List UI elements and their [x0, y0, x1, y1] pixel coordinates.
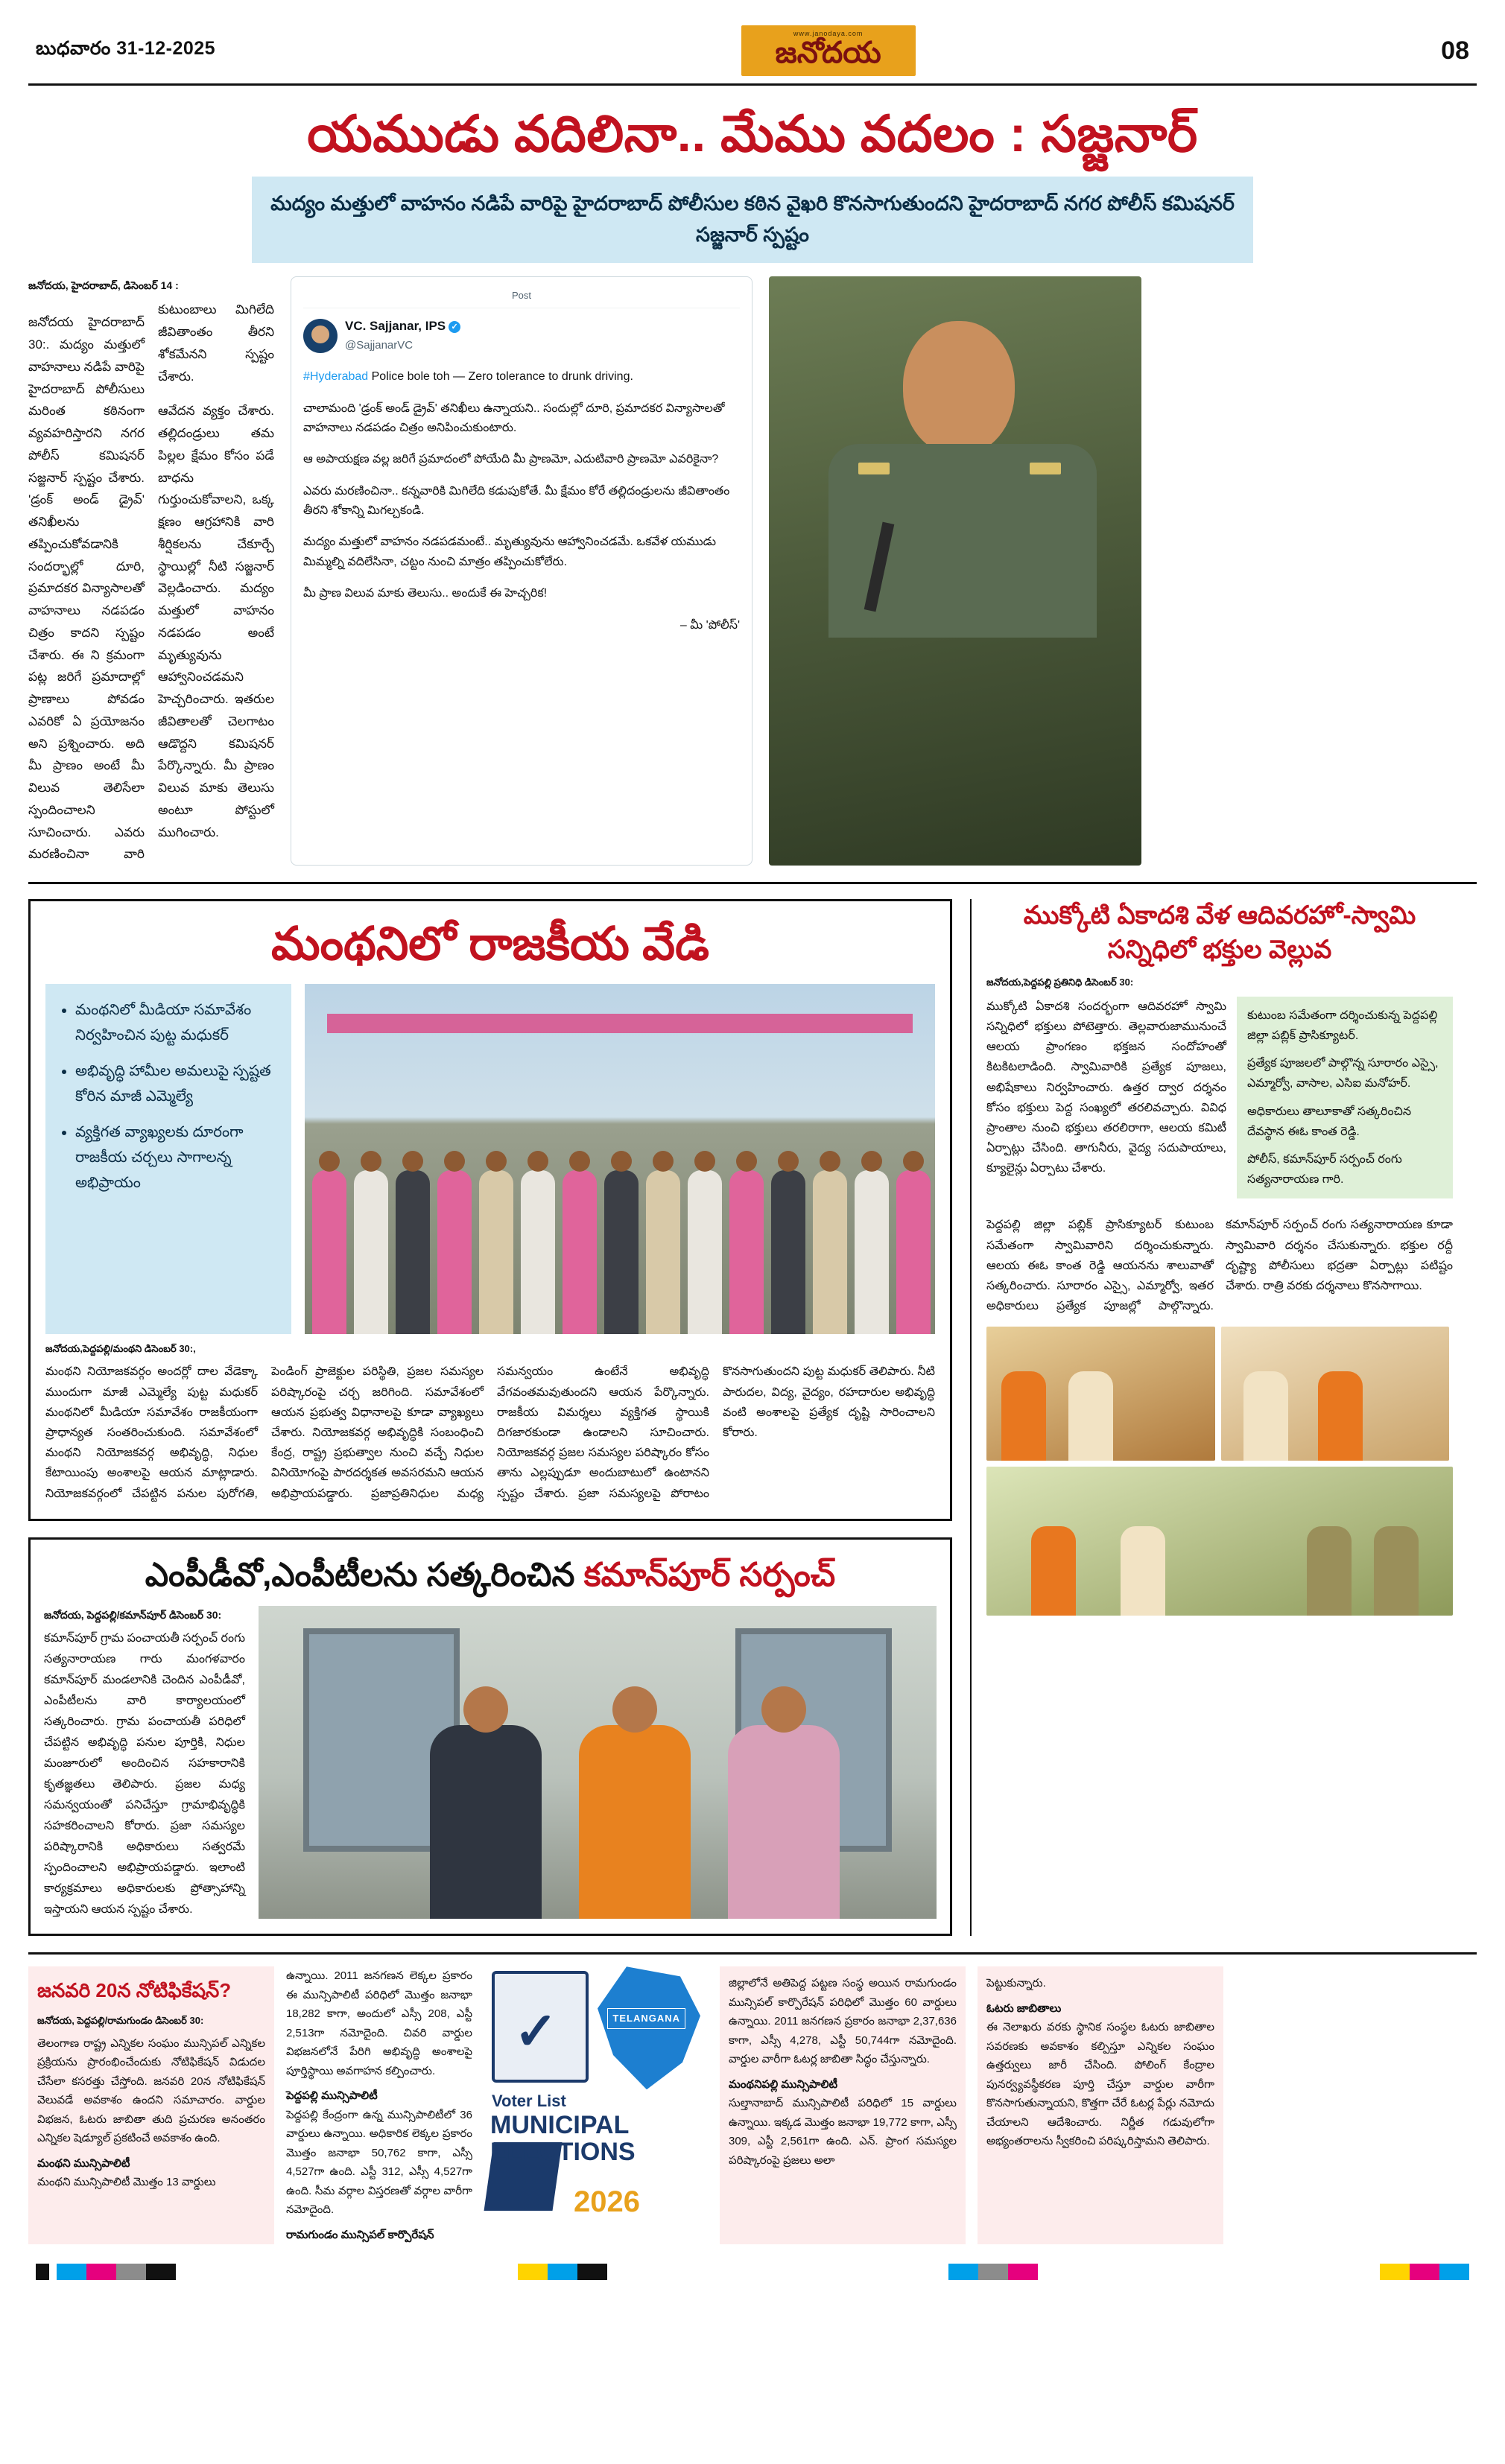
elections-col-5	[978, 1966, 1223, 2244]
photo-person-right	[728, 1725, 840, 1919]
voter-list-label: Voter List	[492, 2092, 566, 2111]
middle-section	[28, 884, 1477, 1936]
color-swatch	[1439, 2264, 1469, 2280]
photo-banner	[327, 1014, 913, 1033]
photo-shoulder-badge-right	[1030, 463, 1061, 474]
elections-headline: జనవరి 20న నోటిఫికేషన్?	[37, 1979, 232, 2002]
newspaper-logo	[741, 25, 916, 76]
elections-body-4: జిల్లాలోనే అతిపెద్ద పట్టణ సంస్థ అయిన రామగుండం మున్సిపల్ కార్పొరేషన్ పరిధిలో మొత్తం 60 వార్డులు ఉన్నాయి. 2011 జనగణన ప్రకారం జనాభా 2,37,636 కాగా, ఎస్సీ 4,278, ఎస్టీ 50,744గా నమోదైంది. వార్డుల వారీగా ఓటర్ల జాబితా సిద్ధం చేస్తున్నారు.	[729, 1977, 957, 2066]
elections-section	[28, 1952, 1477, 2244]
elections-item-4-body: సుల్తానాబాద్ మున్సిపాలిటీ పరిధిలో 15 వార్డులు ఉన్నాయి. ఇక్కడ మొత్తం జనాభా 19,772 కాగా, ఎస్సీ 309, ఎస్టీ 2,561గా ఉంది. ఎన్. ప్రాంగ సమస్యల పరిష్కారంపై ప్రజలు అలా	[729, 2097, 957, 2167]
elections-item-5-title: ఓటరు జాబితాలు	[986, 2001, 1062, 2015]
ekadasi-green-box	[1237, 997, 1453, 1208]
elections-item-2-title: పెద్దపల్లి మున్సిపాలిటీ	[286, 2089, 378, 2103]
color-swatch	[86, 2264, 116, 2280]
mpdo-headline	[44, 1555, 937, 1595]
elections-body-2: ఉన్నాయి. 2011 జనగణన లెక్కల ప్రకారం ఈ మున్సిపాలిటీ పరిధిలో మొత్తం జనాభా 18,282 కాగా, అందులో ఎస్సీ 208, ఎస్టీ 2,513గా నమోదైంది. చివరి వార్డుల విభజనలోనే పేరిగి అభివృద్ధి అంశాలపై పూర్తిస్థాయి అవగాహన కల్పించారు.	[286, 1969, 472, 2077]
color-swatch	[948, 2264, 978, 2280]
photo-face	[903, 321, 1015, 455]
elections-item-5-body: ఈ నెలాఖరు వరకు స్థానిక సంస్థల ఓటరు జాబితాల సవరణకు అవకాశం కల్పిస్తూ ఎన్నికల సంఘం ఉత్తర్వులు జారీ చేసింది. పోలింగ్ కేంద్రాల పునర్వ్యవస్థీకరణ పూర్తి చేస్తూ వార్డుల వారీగా కొనసాగుతున్నాయని, కొత్తగా చేరే ఓటర్ల పేర్లు నమోదు చేయాలని ఆదేశించారు. నిర్ణీత గడువులోగా అభ్యంతరాలను స్వీకరించి పరిష్కరిస్తామని తెలిపారు.	[986, 2021, 1214, 2148]
manthani-body: మంథని నియోజకవర్గం అందర్లో దాల వేడెక్కా ముందుగా మాజీ ఎమ్మెల్యే పుట్ట మధుకర్ మంథనిలో మీడియా సమావేశం రాజకీయంగా ప్రాధాన్యత సంతరించుకుంది. సమావేశంలో మంథని నియోజకవర్గ అభివృద్ధి, నిధుల కేటాయింపు అంశాలపై ఆయన మాట్లాడారు. నియోజకవర్గంలో చేపట్టిన పనుల పురోగతి, పెండింగ్ ప్రాజెక్టుల పరిస్థితి, ప్రజల సమస్యల పరిష్కారంపై చర్చ జరిగింది. సమావేశంలో ఆయన ప్రభుత్వ విధానాలపై కూడా వ్యాఖ్యలు చేశారు. నియోజకవర్గ అభివృద్ధికి సంబంధించి కేంద్ర, రాష్ట్ర ప్రభుత్వాల నుంచి వచ్చే నిధుల వినియోగంపై పారదర్శకత అవసరమని ఆయన అభిప్రాయపడ్డారు. ప్రజాప్రతినిధుల మధ్య సమన్వయం ఉంటేనే అభివృద్ధి వేగవంతమవుతుందని ఆయన పేర్కొన్నారు. రాజకీయ విమర్శలు వ్యక్తిగత స్థాయికి దిగజారకుండా ఉండాలని సూచించారు. నియోజకవర్గ ప్రజల సమస్యల పరిష్కారం కోసం తాను ఎల్లప్పుడూ అందుబాటులో ఉంటానని స్పష్టం చేశారు. ప్రజా సమస్యలపై పోరాటం కొనసాగుతుందని పుట్ట మధుకర్ తెలిపారు. నీటి పారుదల, విద్య, వైద్యం, రహదారుల అభివృద్ధి వంటి అంశాలపై ప్రత్యేక దృష్టి సారించాలని కోరారు.	[45, 1365, 935, 1500]
color-swatch	[146, 2264, 176, 2280]
ekadasi-article	[970, 899, 1453, 1936]
ekadasi-byline: జనోదయ,పెద్దపల్లి ప్రతినిధి డిసెంబర్ 30:	[986, 976, 1134, 988]
manthani-article	[28, 899, 952, 1936]
ekadasi-col-2: పెద్దపల్లి జిల్లా పబ్లిక్ ప్రాసిక్యూటర్ కుటుంబ సమేతంగా స్వామివారిని దర్శించుకున్నారు. ఆలయ ఈఓ కాంత రెడ్డి ఆయనను శాలువాతో సత్కరించారు. సూరారం ఎస్సై, ఎమ్మార్వో, ఇతర అధికారులు ప్రత్యేక పూజల్లో పాల్గొన్నారు. కమాన్‌పూర్ సర్పంచ్ రంగు సత్యనారాయణ కూడా స్వామివారి దర్శనం చేసుకున్నారు. భక్తుల రద్దీ దృష్ట్యా పోలీసులు భద్రతా ఏర్పాట్లు పటిష్టం చేశారు. రాత్రి వరకు దర్శనాలు కొనసాగాయి.	[986, 1219, 1453, 1313]
photo-temple-2	[1221, 1327, 1450, 1461]
elections-item-4-title: మంథనిపల్లి మున్సిపాలిటీ	[729, 2077, 838, 2091]
elections-body-1: తెలంగాణ రాష్ట్ర ఎన్నికల సంఘం మున్సిపల్ ఎన్నికల ప్రక్రియను ప్రారంభించేందుకు నోటిఫికేషన్ విడుదల చేసేలా కసరత్తు చేస్తోంది. జనవరి 20న నోటిఫికేషన్ వెలువడే అవకాశం ఉందని సమాచారం. వార్డుల విభజన, ఓటరు జాబితా తుది ప్రచురణ అనంతరం ఎన్నికల షెడ్యూల్ ప్రకటించే అవకాశం ఉంది.	[37, 2036, 265, 2145]
color-swatch	[116, 2264, 146, 2280]
ekadasi-headline: ముక్కోటి ఏకాదశి వేళ ఆదివరహో-స్వామి సన్నిధిలో భక్తుల వెల్లువ	[1023, 901, 1416, 965]
verified-badge-icon: ✓	[449, 321, 460, 333]
tweet-post-label: Post	[303, 288, 740, 308]
list-item: ప్రత్యేక పూజలలో పాల్గొన్న సూరారం ఎస్సై, ఎమ్మార్వో, వాసాల, ఎసిఐ మనోహర్.	[1247, 1057, 1439, 1090]
mpdo-headline-dark: ఎంపీడీవో,ఎంపీటీలను సత్కరించిన	[145, 1556, 584, 1593]
elections-item-2-body: పెద్దపల్లి కేంద్రంగా ఉన్న మున్సిపాలిటీలో 36 వార్డులు ఉన్నాయి. అధికారిక లెక్కల ప్రకారం మొత్తం జనాభా 50,762 కాగా, ఎస్సీ 4,527గా ఉంది. ఎస్టీ 312, ఎస్సీ 4,527గా ఉంది. సీమ వర్గాల విస్తరణతో వర్గాల వారీగా నమోదైంది.	[286, 2108, 472, 2217]
photo-shoulder-badge-left	[858, 463, 890, 474]
tweet-signature: – మీ 'పోలీస్'	[679, 618, 740, 632]
logo-website: www.janodaya.com	[793, 30, 864, 37]
print-registration-bar	[28, 2264, 1477, 2280]
tweet-headline-en: Police bole toh — Zero tolerance to drunk driving.	[371, 370, 633, 384]
mpdo-article	[28, 1537, 952, 1937]
list-item: కుటుంబ సమేతంగా దర్శించుకున్న పెద్దపల్లి జిల్లా పబ్లిక్ ప్రాసిక్యూటర్.	[1247, 1009, 1438, 1043]
elections-body-5: పెట్టుకున్నారు.	[986, 1977, 1046, 1990]
color-swatch	[577, 2264, 607, 2280]
color-swatch	[978, 2264, 1008, 2280]
elections-col-1	[28, 1966, 274, 2244]
manthani-byline: జనోదయ,పెద్దపల్లి/మంథని డిసెంబర్ 30:,	[45, 1343, 196, 1355]
elections-col-4	[720, 1966, 966, 2244]
color-swatch	[57, 2264, 86, 2280]
logo-name: జనోదయ	[775, 36, 881, 69]
lead-headline: యముడు వదిలినా.. మేము వదలం : సజ్జనార్	[307, 106, 1198, 162]
mpdo-body-text: కమాన్‌పూర్ గ్రామ పంచాయతీ సర్పంచ్ రంగు సత్యనారాయణ గారు మంగళవారం కమాన్‌పూర్ మండలానికి చెందిన ఎంపీడీవో, ఎంపీటీలను వారి కార్యాలయంలో సత్కరించారు. గ్రామ పంచాయతీ పరిధిలో చేపట్టిన అభివృద్ధి పనుల పూర్తికి, నిధుల మంజూరులో అందించిన సహకారానికి కృతజ్ఞతలు తెలిపారు. ప్రజల మధ్య సమన్వయంతో పనిచేస్తూ గ్రామాభివృద్ధికి సహకరించాలని కోరారు. ప్రజా సమస్యల పరిష్కారానికి అధికారులు సత్వరమే స్పందించాలని అభిప్రాయపడ్డారు. ఇలాంటి కార్యక్రమాలు అధికారులకు ప్రోత్సాహాన్ని ఇస్తాయని ఆయన స్పష్టం చేశారు.	[44, 1632, 245, 1917]
tweet-user-row	[303, 316, 740, 355]
tweet-card	[291, 276, 752, 866]
ekadasi-photos	[986, 1327, 1453, 1616]
mpdo-byline: జనోదయ, పెద్దపల్లి/కమాన్‌పూర్ డిసెంబర్ 30:	[44, 1608, 222, 1621]
tweet-p3: ఎవరు మరణించినా.. కన్నవారికి మిగిలేది కడుపుకోతే. మీ క్షేమం కోరే తల్లిదండ్రులను జీవితాంతం తీరని శోకాన్ని మిగల్చకండి.	[303, 484, 730, 518]
color-swatch	[548, 2264, 577, 2280]
elections-item-3-title: రామగుండం మున్సిపల్ కార్పొరేషన్	[286, 2228, 434, 2241]
list-item: అధికారులు తాలూకాతో సత్కరించిన దేవస్థాన ఈఓ కాంత రెడ్డి.	[1247, 1105, 1412, 1138]
tweet-p4: మద్యం మత్తులో వాహనం నడపడమంటే.. మృత్యువును ఆహ్వానించడమే. ఒకవేళ యముడు మిమ్మల్ని వదిలేసినా, చట్టం నుంచి మాత్రం తప్పించుకోలేరు.	[303, 536, 716, 568]
elections-label: ELECTIONS	[490, 2137, 636, 2166]
tweet-user-handle: @SajjanarVC	[345, 339, 414, 352]
avatar	[303, 319, 338, 353]
photo-person-left	[430, 1725, 542, 1919]
list-item: • అభివృద్ధి హామీల అమలుపై స్పష్టత కోరిన మాజీ ఎమ్మెల్యే	[75, 1058, 278, 1109]
list-item: • మంథనిలో మీడియా సమావేశం నిర్వహించిన పుట్ట మధుకర్	[75, 997, 278, 1048]
photo-mpdo-felicitation	[259, 1606, 937, 1919]
manthani-headline: మంథనిలో రాజకీయ వేడి	[270, 918, 710, 971]
ekadasi-col-1: ముక్కోటి ఏకాదశి సందర్భంగా ఆదివరహో స్వామి సన్నిధిలో భక్తులు పోటెత్తారు. తెల్లవారుజామునుంచే ఆలయ ప్రాంగణం భక్తజన సందోహంతో కిటకిటలాడింది. స్వామివారికి ప్రత్యేక పూజలు, అభిషేకాలు నిర్వహించారు. ఉత్తర ద్వార దర్శనం కోసం భక్తులు పెద్ద సంఖ్యలో తరలివచ్చారు. వివిధ ప్రాంతాల నుంచి భక్తులు తరలిరాగా, ఆలయ కమిటీ ఏర్పాట్లు చేసింది. తాగునీరు, వైద్య సదుపాయాలు, క్యూలైన్లు ఏర్పాటు చేశారు.	[986, 1000, 1226, 1175]
manthani-bullets	[45, 984, 291, 1334]
photo-crowd	[305, 1088, 935, 1334]
election-year: 2026	[574, 2185, 640, 2219]
tweet-p5: మీ ప్రాణ విలువ మాకు తెలుసు.. అందుకే ఈ హెచ్చరిక!	[303, 587, 548, 600]
list-item: పోలీస్, కమాన్‌పూర్ సర్పంచ్ రంగు సత్యనారాయణ గారి.	[1247, 1153, 1402, 1187]
lead-story-text	[28, 276, 274, 866]
tweet-p1: చాలామంది 'డ్రంక్ అండ్ డ్రైవ్' తనిఖీలు ఉన్నాయని.. సందుల్లో దూరి, ప్రమాదకర విన్యాసాలతో వాహనాలు నడపడం చిత్రం అనిపించుకుంటారు.	[303, 401, 725, 434]
lead-subhead: మద్యం మత్తులో వాహనం నడిపే వారిపై హైదరాబాద్ పోలీసుల కఠిన వైఖరి కొనసాగుతుందని హైదరాబాద్ నగర పోలీస్ కమిషనర్ సజ్జనార్ స్పష్టం	[252, 177, 1253, 263]
lead-story-row	[28, 276, 1477, 884]
tweet-body	[303, 367, 740, 635]
elections-col-2	[286, 1966, 472, 2244]
elections-item-1-title: మంథని మున్సిపాలిటీ	[37, 2156, 130, 2170]
tweet-hashtag[interactable]: #Hyderabad	[303, 370, 369, 384]
lead-paragraph-1: జనోదయ హైదరాబాద్ 30:. మద్యం మత్తులో వాహనాలు నడిపే వారిపై హైదరాబాద్ పోలీసులు మరింత కఠినంగా వ్యవహరిస్తారని నగర పోలీస్ కమిషనర్ సజ్జనార్ స్పష్టం చేశారు. 'డ్రంక్ అండ్ డ్రైవ్' తనిఖీలను తప్పించుకోవడానికి సందర్భాల్లో దూరి, ప్రమాదకర విన్యాసాలతో వాహనాలు నడపడం చిత్రం కాదని స్పష్టం చేశారు. ఈ ని క్రమంగా పట్ల జరిగే ప్రమాదాల్లో ప్రాణాలు పోవడం ఎవరికో ఏ ప్రయోజనం అని ప్రశ్నించారు. అది మీ ప్రాణం అంటే మీ విలువ తెలిసేలా స్పందించాలని సూచించారు. ఎవరు మరణించినా వారి కుటుంబాలు మిగిలేది జీవితాంతం తీరని శోకమేనని స్పష్టం చేశారు.	[28, 302, 274, 862]
mpdo-headline-red: కమాన్‌పూర్ సర్పంచ్	[583, 1556, 836, 1593]
color-swatch	[518, 2264, 548, 2280]
photo-person-center	[579, 1725, 691, 1919]
elections-byline: జనోదయ, పెద్దపల్లి/రామగుండం డిసెంబర్ 30:	[37, 2015, 204, 2027]
municipal-elections-graphic	[484, 1966, 708, 2219]
photo-temple-3	[986, 1467, 1453, 1616]
lead-byline: జనోదయ, హైదరాబాద్, డిసెంబర్ 14 :	[28, 279, 179, 291]
photo-police-commissioner	[769, 276, 1141, 866]
elections-graphic-col	[484, 1966, 708, 2244]
registration-mark	[36, 2264, 49, 2280]
mpdo-text	[44, 1606, 245, 1921]
color-swatch	[1380, 2264, 1410, 2280]
masthead	[28, 0, 1477, 86]
lead-paragraph-2: ఆవేదన వ్యక్తం చేశారు. తల్లిదండ్రులు తమ పిల్లల క్షేమం కోసం పడే బాధను గుర్తుంచుకోవాలని, ఒక్క క్షణం ఆగ్రహానికి వారి శీర్షికలను చేకూర్చే స్థాయిల్లో నీటి సజ్జనార్ వెల్లడించారు. మద్యం మత్తులో వాహనం నడపడం అంటే మృత్యువును ఆహ్వానించడమని హెచ్చరించారు. ఇతరుల జీవితాలతో చెలగాటం ఆడొద్దని కమిషనర్ పేర్కొన్నారు. మీ ప్రాణం విలువ మాకు తెలుసు అంటూ పోస్టులో ముగించారు.	[158, 404, 274, 839]
checkbox-icon	[492, 1971, 589, 2083]
elections-item-1-body: మంథని మున్సిపాలిటీ మొత్తం 13 వార్డులు	[37, 2176, 216, 2189]
telangana-label: TELANGANA	[607, 2008, 685, 2029]
publication-date: బుధవారం 31-12-2025	[36, 37, 216, 59]
tweet-p2: ఆ అపాయక్షణ వల్ల జరిగే ప్రమాదంలో పోయేది మీ ప్రాణమో, ఎదుటివారి ప్రాణమో ఎవరికైనా?	[303, 453, 719, 466]
photo-manthani-meeting	[305, 984, 935, 1334]
photo-temple-1	[986, 1327, 1215, 1461]
color-swatch	[1410, 2264, 1439, 2280]
color-swatch	[1008, 2264, 1038, 2280]
list-item: • వ్యక్తిగత వ్యాఖ్యలకు దూరంగా రాజకీయ చర్చలు సాగాలన్న అభిప్రాయం	[75, 1120, 278, 1196]
municipal-label: MUNICIPAL	[490, 2111, 630, 2140]
page-number: 08	[1441, 36, 1469, 65]
tweet-user-name: VC. Sajjanar, IPS	[345, 319, 446, 334]
